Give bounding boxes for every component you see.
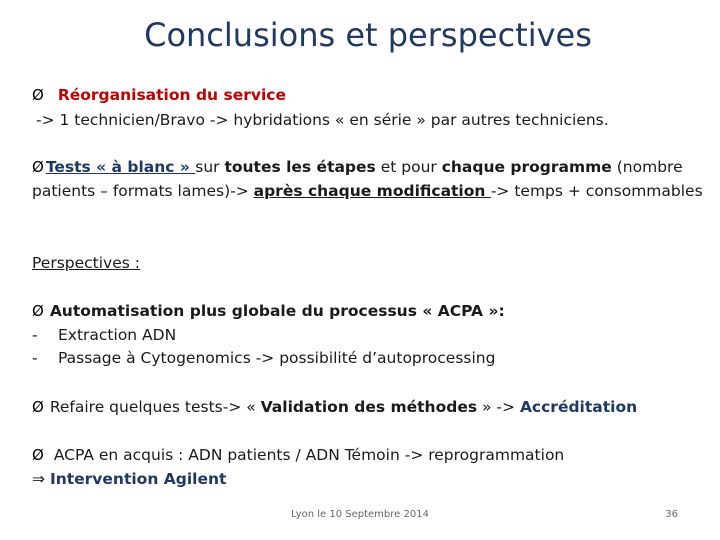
tests-label: Tests « à blanc » — [45, 158, 196, 176]
dash-bullet: - — [32, 326, 38, 344]
text-segment-bold: toutes les étapes — [224, 158, 376, 176]
arrow-bullet-icon: Ø — [32, 398, 44, 416]
bullet-tests-line1 — [32, 156, 683, 179]
conclusion-line — [32, 468, 226, 491]
page-number: 36 — [665, 509, 678, 520]
accreditation-label: Accréditation — [519, 398, 638, 416]
text-segment-bold: chaque programme — [441, 158, 612, 176]
text-segment: sur — [195, 158, 225, 176]
implies-arrow-icon: ⇒ — [32, 470, 45, 488]
bullet-heading: Automatisation plus globale du processus « ACPA »: — [49, 302, 505, 320]
text-segment: ACPA en acquis : ADN patients / ADN Témoin -> reprogrammation — [53, 446, 565, 464]
bullet-tests-line2 — [32, 180, 703, 203]
bullet-acpa — [32, 444, 564, 467]
conclusion-text: Intervention Agilent — [49, 470, 227, 488]
dash-bullet: - — [32, 349, 38, 367]
list-item-text: Extraction ADN — [58, 326, 177, 344]
arrow-bullet-icon: Ø — [32, 302, 44, 320]
text-segment-bold: Validation des méthodes — [260, 398, 478, 416]
slide-title: Conclusions et perspectives — [144, 16, 592, 54]
bullet-heading: Réorganisation du service — [57, 86, 286, 104]
arrow-bullet-icon: Ø — [32, 158, 44, 176]
list-item — [32, 347, 495, 370]
text-segment: (nombre — [611, 158, 683, 176]
bullet-reorganisation — [32, 84, 286, 107]
arrow-bullet-icon: Ø — [32, 446, 44, 464]
perspectives-heading: Perspectives : — [32, 254, 140, 272]
text-segment: et pour — [375, 158, 442, 176]
text-segment: » -> — [477, 398, 520, 416]
list-item — [32, 324, 176, 347]
footer-date: Lyon le 10 Septembre 2014 — [291, 509, 429, 520]
bullet-automatisation — [32, 300, 505, 323]
bullet-detail: -> 1 technicien/Bravo -> hybridations « en série » par autres techniciens. — [36, 111, 609, 129]
text-segment: Refaire quelques tests-> « — [49, 398, 261, 416]
text-segment-underline: après chaque modification — [253, 182, 491, 200]
text-segment: patients – formats lames)-> — [32, 182, 254, 200]
text-segment: -> temps + consommables — [490, 182, 703, 200]
list-item-text: Passage à Cytogenomics -> possibilité d’autoprocessing — [58, 349, 496, 367]
arrow-bullet-icon: Ø — [32, 86, 44, 104]
bullet-refaire — [32, 396, 637, 419]
